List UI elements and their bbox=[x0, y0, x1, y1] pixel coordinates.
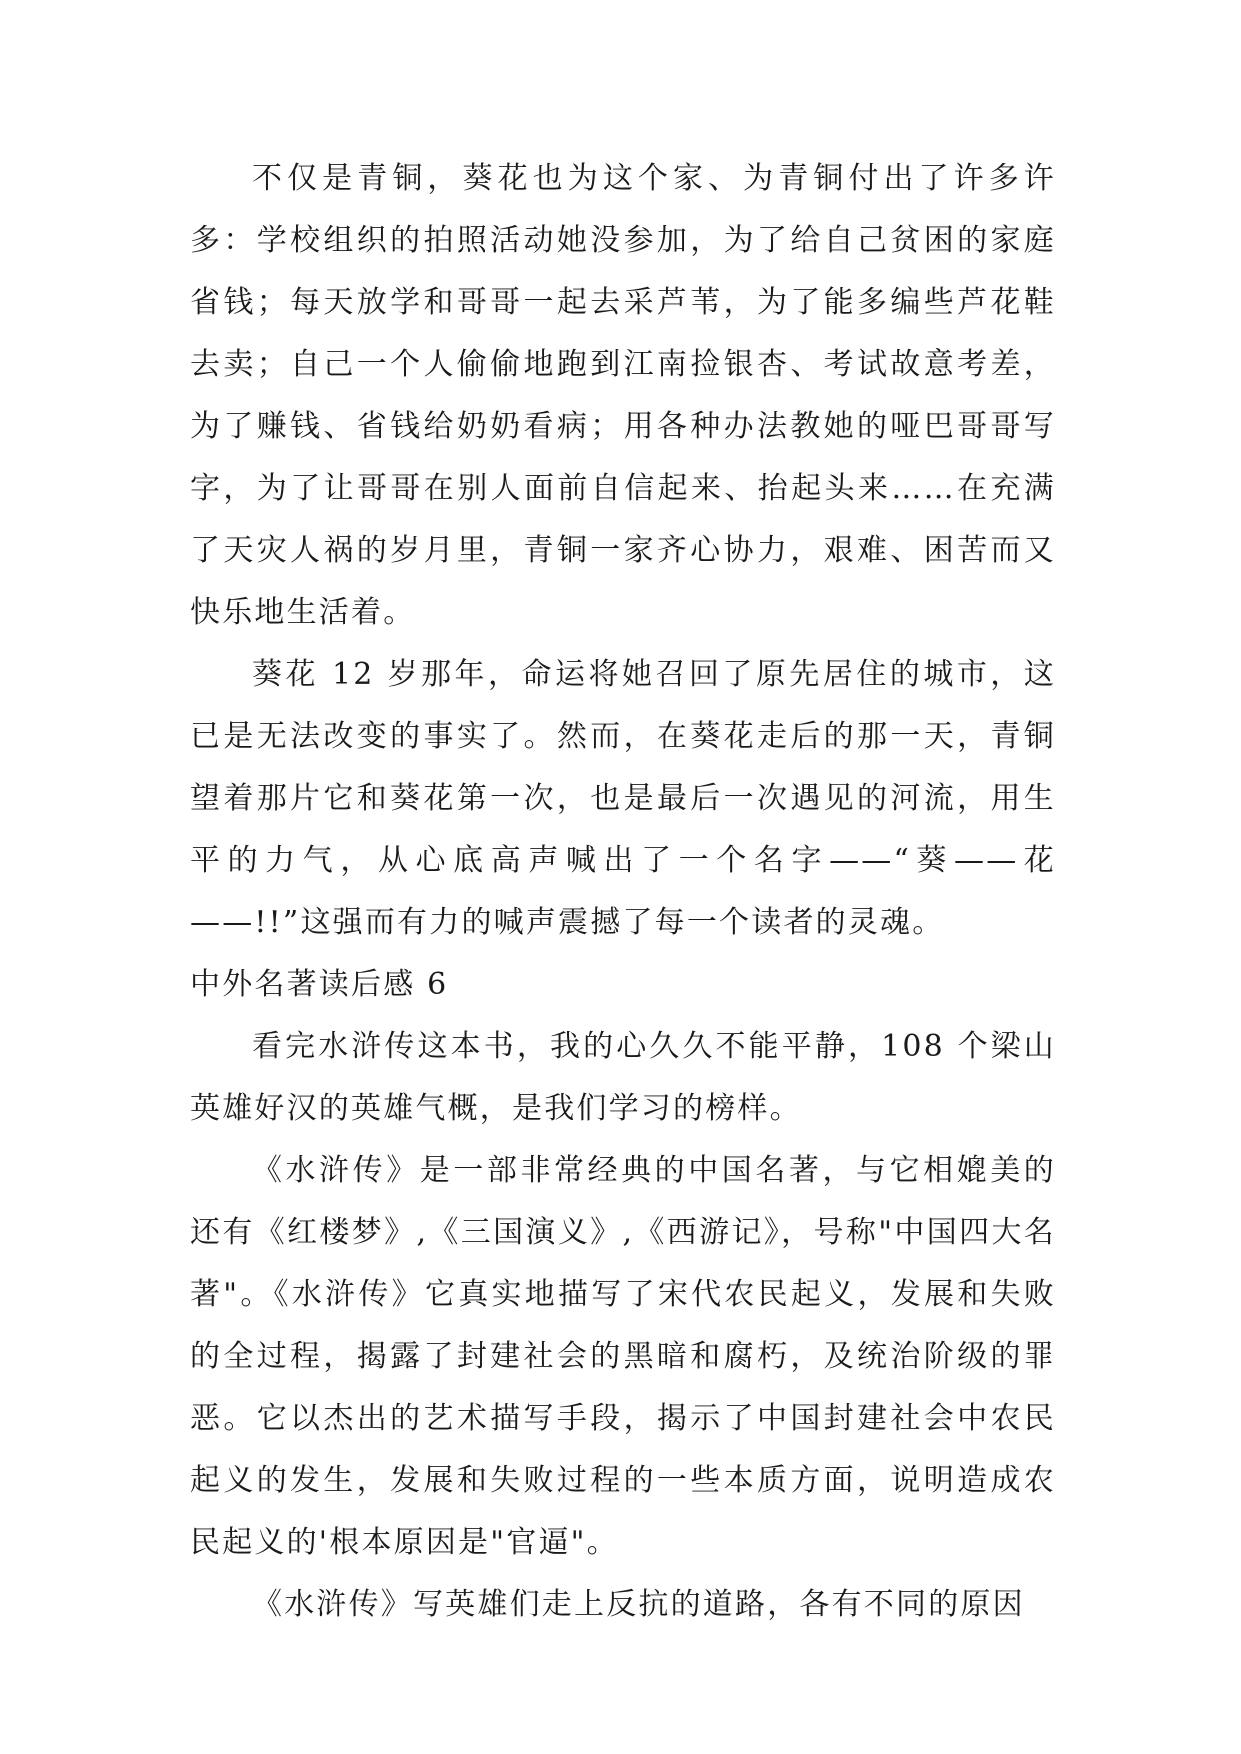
paragraph-kuihua-departure: 葵花 12 岁那年，命运将她召回了原先居住的城市，这已是无法改变的事实了。然而，在葵花走后的那一天，青铜望着那片它和葵花第一次，也是最后一次遇见的河流，用生平的力气，从心底高声喊出了一个名字——“葵——花——!!”这强而有力的喊声震撼了每一个读者的灵魂。 bbox=[190, 657, 1056, 940]
document-body bbox=[190, 148, 1056, 1636]
paragraph-kuihua-sacrifice: 不仅是青铜，葵花也为这个家、为青铜付出了许多许多：学校组织的拍照活动她没参加，为了给自己贫困的家庭省钱；每天放学和哥哥一起去采芦苇，为了能多编些芦花鞋去卖；自己一个人偷偷地跑到江南捡银杏、考试故意考差，为了赚钱、省钱给奶奶看病；用各种办法教她的哑巴哥哥写字，为了让哥哥在别人面前自信起来、抬起头来……在充满了天灾人祸的岁月里，青铜一家齐心协力，艰难、困苦而又快乐地生活着。 bbox=[190, 161, 1056, 630]
paragraph-shuihu-intro: 看完水浒传这本书，我的心久久不能平静，108 个梁山英雄好汉的英雄气概，是我们学习的榜样。 bbox=[190, 1029, 1056, 1126]
paragraph-shuihu-heroes: 《水浒传》写英雄们走上反抗的道路，各有不同的原因 bbox=[252, 1587, 1025, 1622]
paragraph-shuihu-classic: 《水浒传》是一部非常经典的中国名著，与它相媲美的还有《红楼梦》,《三国演义》,《西游记》，号称"中国四大名著"。《水浒传》它真实地描写了宋代农民起义，发展和失败的全过程，揭露了封建社会的黑暗和腐朽，及统治阶级的罪恶。它以杰出的艺术描写手段，揭示了中国封建社会中农民起义的发生，发展和失败过程的一些本质方面，说明造成农民起义的'根本原因是"官逼"。 bbox=[190, 1153, 1056, 1560]
section-heading: 中外名著读后感 6 bbox=[190, 967, 449, 1002]
